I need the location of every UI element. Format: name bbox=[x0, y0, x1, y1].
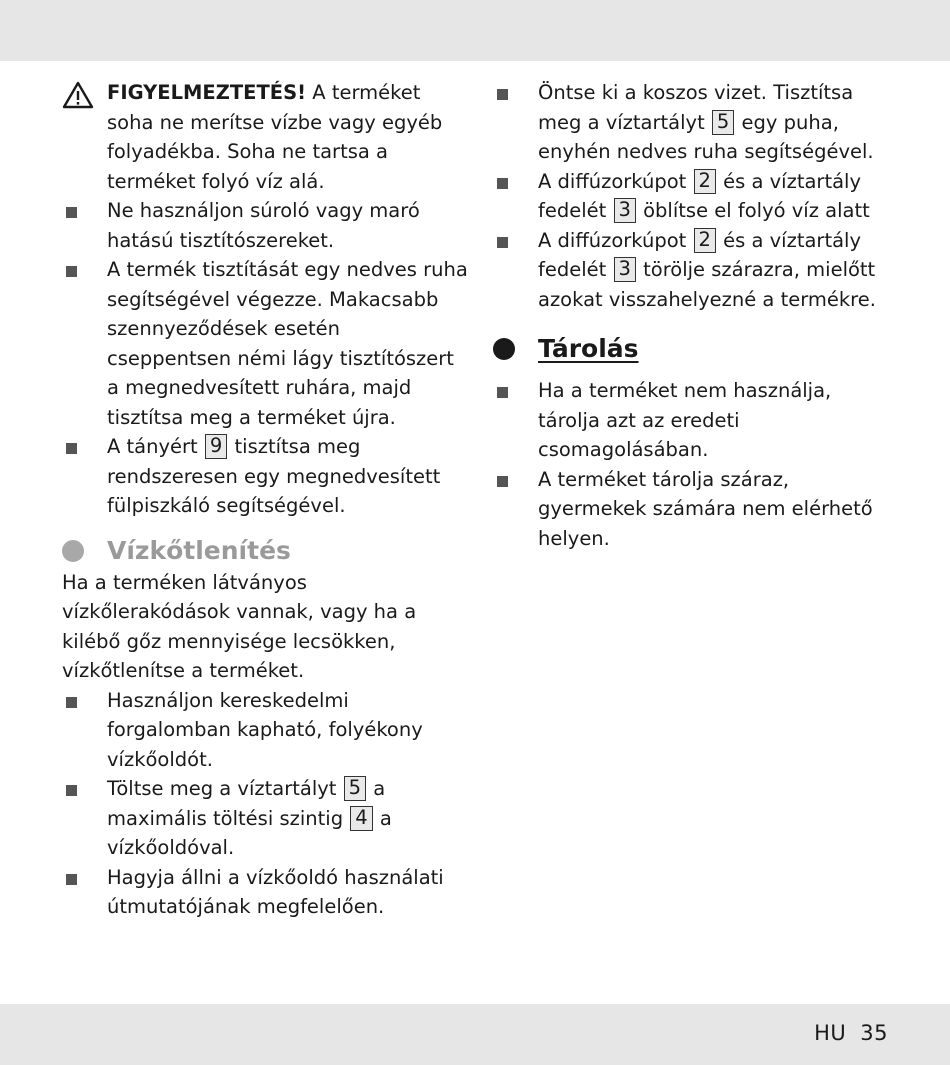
list-item-text: törölje szárazra, mielőtt azokat visszahelyezné a termékre. bbox=[538, 258, 876, 311]
section-intro: Ha a terméken látványos vízkőlerakódások vannak, vagy ha a kilébő gőz mennyisége lecsökken, vízkőtlenítse a terméket. bbox=[62, 570, 417, 682]
left-column bbox=[62, 78, 470, 922]
list-item-text: Ne használjon súroló vagy maró hatású tisztítószereket. bbox=[107, 199, 420, 252]
part-reference: 9 bbox=[205, 434, 227, 459]
list-item-text: Öntse ki a koszos vizet. Tisztítsa meg a víztartályt bbox=[538, 81, 854, 134]
list-item bbox=[493, 226, 893, 315]
list-item bbox=[493, 167, 893, 226]
square-bullet-icon bbox=[66, 443, 77, 454]
section-heading-text: Tárolás bbox=[538, 334, 639, 363]
right-column bbox=[493, 78, 893, 553]
circle-bullet-icon bbox=[62, 540, 84, 562]
warning-triangle-icon bbox=[62, 81, 94, 109]
page-footer bbox=[814, 1021, 888, 1045]
part-reference: 3 bbox=[614, 198, 636, 223]
list-item bbox=[62, 196, 470, 255]
list-item-text: A tányért bbox=[107, 435, 204, 458]
list-item-text: Hagyja állni a vízkőoldó használati útmutatójának megfelelően. bbox=[107, 865, 444, 918]
section-heading-descaling bbox=[62, 534, 470, 568]
list-item-text: a maximális töltési szintig bbox=[107, 777, 386, 830]
square-bullet-icon bbox=[66, 697, 77, 708]
list-item bbox=[493, 376, 893, 465]
header-band bbox=[0, 0, 950, 61]
square-bullet-icon bbox=[66, 207, 77, 218]
square-bullet-icon bbox=[497, 89, 508, 100]
list-item-text: és a víztartály fedelét bbox=[538, 228, 861, 281]
list-item-text: Töltse meg a víztartályt bbox=[107, 777, 343, 800]
square-bullet-icon bbox=[66, 785, 77, 796]
square-bullet-icon bbox=[66, 266, 77, 277]
list-item-text: öblítse el folyó víz alatt bbox=[636, 199, 870, 222]
square-bullet-icon bbox=[497, 387, 508, 398]
list-item-text: és a víztartály fedelét bbox=[538, 169, 861, 222]
part-reference: 2 bbox=[694, 228, 716, 253]
part-reference: 5 bbox=[344, 776, 366, 801]
section-heading-text: Vízkőtlenítés bbox=[107, 535, 291, 565]
page-number: 35 bbox=[860, 1021, 888, 1045]
circle-bullet-icon bbox=[493, 338, 515, 360]
list-item bbox=[62, 432, 470, 521]
list-item bbox=[62, 686, 470, 775]
warning-item bbox=[62, 78, 470, 196]
list-item-text: A termék tisztítását egy nedves ruha segítségével végezze. Makacsabb szennyeződések esetén cseppentsen némi lágy tisztítószert a megnedvesített ruhára, majd tisztítsa meg a terméket újra. bbox=[107, 258, 468, 429]
list-item bbox=[62, 863, 470, 922]
list-item bbox=[62, 774, 470, 863]
part-reference: 4 bbox=[350, 806, 372, 831]
square-bullet-icon bbox=[497, 476, 508, 487]
list-item-text: egy puha, enyhén nedves ruha segítségével. bbox=[538, 110, 874, 163]
warning-text: A terméket soha ne merítse vízbe vagy egyéb folyadékba. Soha ne tartsa a terméket folyó víz alá. bbox=[107, 81, 443, 193]
part-reference: 5 bbox=[712, 110, 734, 135]
square-bullet-icon bbox=[497, 237, 508, 248]
square-bullet-icon bbox=[66, 874, 77, 885]
part-reference: 2 bbox=[694, 169, 716, 194]
language-code: HU bbox=[814, 1021, 847, 1045]
list-item-text: A diffúzorkúpot bbox=[538, 169, 693, 193]
list-item-text: Ha a terméket nem használja, tárolja azt az eredeti csomagolásában. bbox=[538, 379, 832, 461]
list-item bbox=[493, 78, 893, 167]
warning-label: FIGYELMEZTETÉS! bbox=[107, 81, 307, 104]
list-item bbox=[62, 255, 470, 432]
list-item-text: A terméket tárolja száraz, gyermekek számára nem elérhető helyen. bbox=[538, 467, 873, 550]
list-item bbox=[493, 465, 893, 554]
list-item-text: Használjon kereskedelmi forgalomban kapható, folyékony vízkőoldót. bbox=[107, 688, 423, 771]
square-bullet-icon bbox=[497, 178, 508, 189]
footer-band bbox=[0, 1004, 950, 1065]
list-item-text: A diffúzorkúpot bbox=[538, 228, 693, 252]
list-item-text: a vízkőoldóval. bbox=[107, 806, 392, 859]
part-reference: 3 bbox=[614, 257, 636, 282]
list-item-text: tisztítsa meg rendszeresen egy megnedvesített fülpiszkáló segítségével. bbox=[107, 435, 441, 517]
section-heading-storage bbox=[493, 332, 893, 366]
